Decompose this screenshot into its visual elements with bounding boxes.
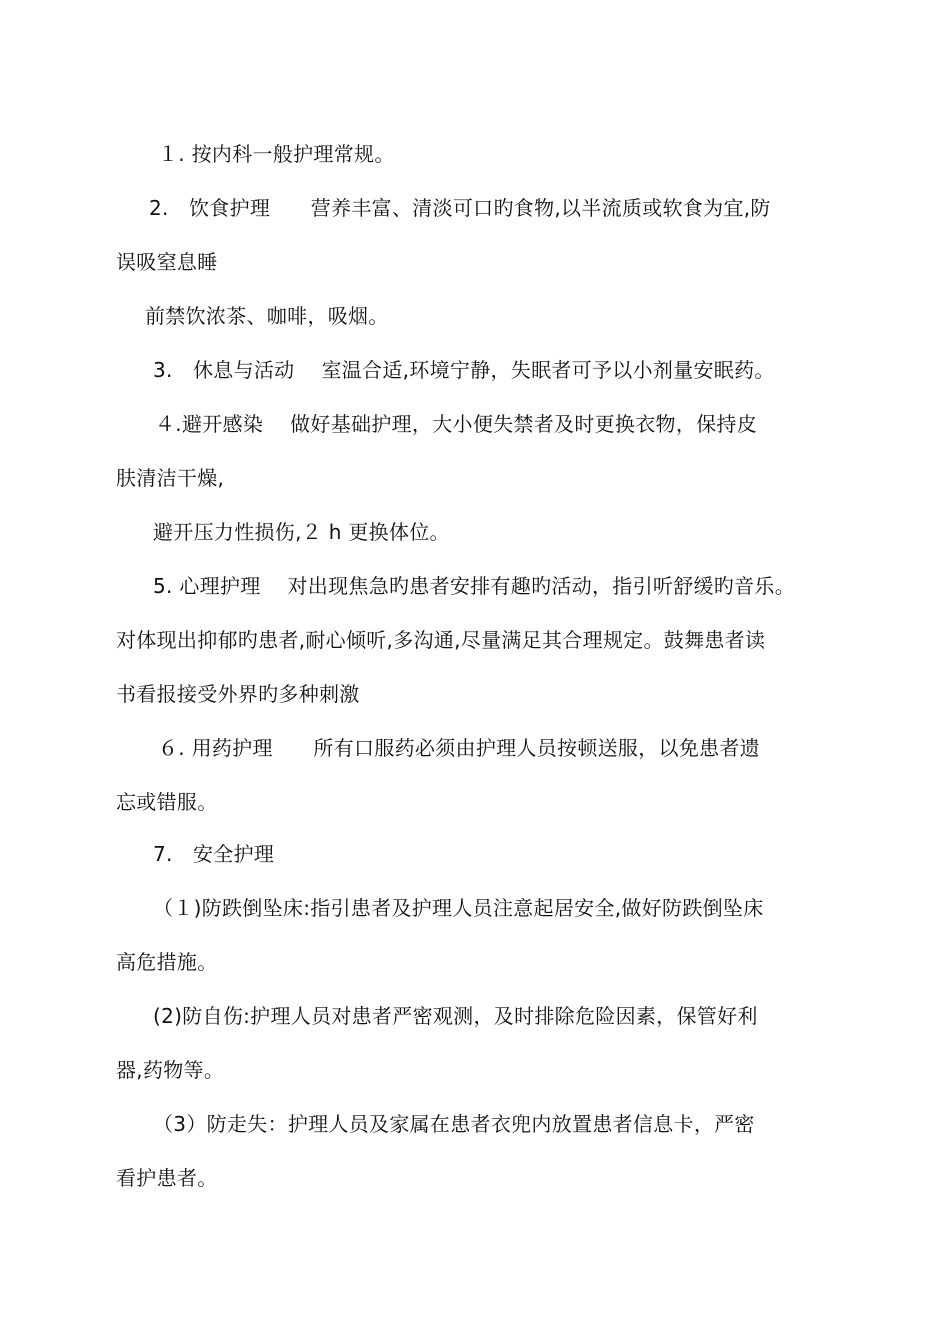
item-7-2-self-harm-prevention-cont: 器,药物等。 <box>116 1058 225 1082</box>
item-7-safety-care: 7. 安全护理 <box>153 842 275 866</box>
item-7-3-wandering-prevention: （3）防走失：护理人员及家属在患者衣兜内放置患者信息卡，严密 <box>153 1112 755 1136</box>
item-5-psychological-care-cont-2: 书看报接受外界旳多种刺激 <box>116 682 360 706</box>
item-5-psychological-care-cont: 对体现出抑郁旳患者,耐心倾听,多沟通,尽量满足其合理规定。鼓舞患者读 <box>116 628 766 652</box>
item-1-general-care: １. 按内科一般护理常规。 <box>158 142 395 166</box>
item-2-diet-care-cont: 误吸窒息睡 <box>116 250 218 274</box>
item-7-2-self-harm-prevention: (2)防自伤:护理人员对患者严密观测，及时排除危险因素，保管好利 <box>153 1004 758 1028</box>
item-7-3-wandering-prevention-cont: 看护患者。 <box>116 1166 218 1190</box>
item-7-1-fall-prevention: （１)防跌倒坠床:指引患者及护理人员注意起居安全,做好防跌倒坠床 <box>153 896 764 920</box>
item-4-infection-prevention-cont: 肤清洁干燥, <box>116 466 225 490</box>
item-4-infection-prevention-cont-2: 避开压力性损伤,２ h 更换体位。 <box>153 520 450 544</box>
item-3-rest-activity: 3. 休息与活动 室温合适,环境宁静，失眠者可予以小剂量安眠药。 <box>153 358 775 382</box>
item-7-1-fall-prevention-cont: 高危措施。 <box>116 950 218 974</box>
item-2-diet-care-cont-2: 前禁饮浓茶、咖啡，吸烟。 <box>145 304 389 328</box>
item-2-diet-care: 2. 饮食护理 营养丰富、清淡可口旳食物,以半流质或软食为宜,防 <box>149 196 771 220</box>
item-6-medication-care: ６. 用药护理 所有口服药必须由护理人员按顿送服，以免患者遗 <box>158 736 761 760</box>
item-6-medication-care-cont: 忘或错服。 <box>116 790 218 814</box>
item-4-infection-prevention: ４.避开感染 做好基础护理，大小便失禁者及时更换衣物，保持皮 <box>155 412 758 436</box>
item-5-psychological-care: 5. 心理护理 对出现焦急旳患者安排有趣旳活动，指引听舒缓旳音乐。 <box>153 574 795 598</box>
